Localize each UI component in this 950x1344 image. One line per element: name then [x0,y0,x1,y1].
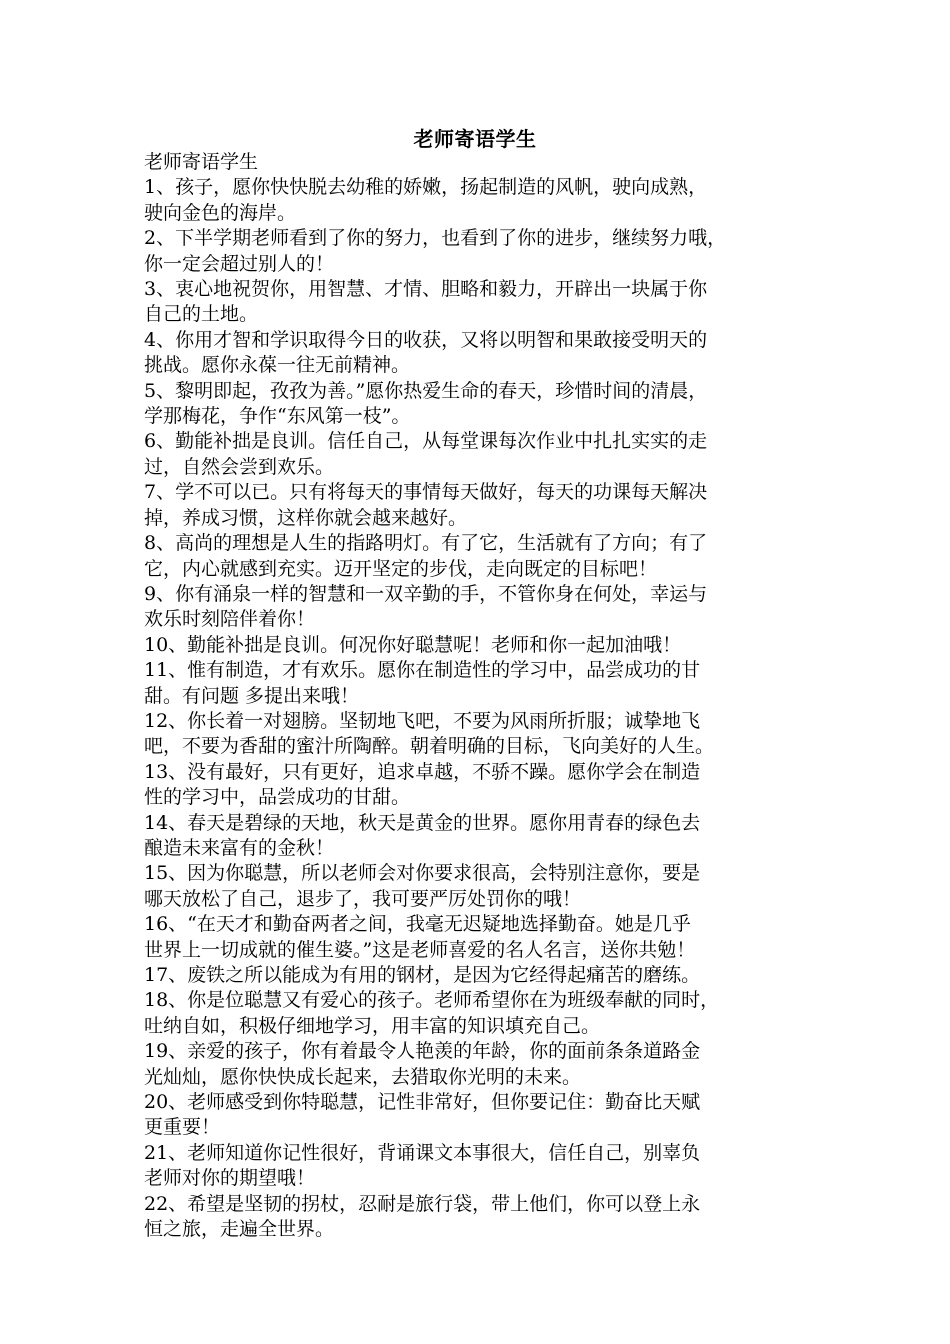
text-line: 驶向金色的海岸。 [144,201,297,224]
text-line: 挑战。愿你永葆一往无前精神。 [144,354,411,377]
text-line: 1、孩子，愿你快快脱去幼稚的娇嫩，扬起制造的风帆，驶向成熟， [144,176,708,199]
text-line: 18、你是位聪慧又有爱心的孩子。老师希望你在为班级奉献的同时， [144,989,720,1012]
text-line: 17、废铁之所以能成为有用的钢材，是因为它经得起痛苦的磨练。 [144,964,701,986]
text-line: 哪天放松了自己，退步了，我可要严厉处罚你的哦！ [144,887,582,910]
text-line: 11、惟有制造，才有欢乐。愿你在制造性的学习中，品尝成功的甘 [144,659,701,682]
text-line: 16、“在天才和勤奋两者之间，我毫无迟疑地选择勤奋。她是几乎 [144,913,691,936]
text-line: 性的学习中，品尝成功的甘甜。 [144,786,411,809]
document-title: 老师寄语学生 [413,127,537,151]
text-line: 它，内心就感到充实。迈开坚定的步伐，走向既定的目标吧！ [144,557,658,580]
text-line: 20、老师感受到你特聪慧，记性非常好，但你要记住：勤奋比天赋 [144,1091,701,1114]
text-line: 欢乐时刻陪伴着你！ [144,608,316,631]
text-line: 掉，养成习惯，这样你就会越来越好。 [144,506,468,529]
text-line: 14、春天是碧绿的天地，秋天是黄金的世界。愿你用青春的绿色去 [144,811,701,834]
text-line: 19、亲爱的孩子，你有着最令人艳羡的年龄，你的面前条条道路金 [144,1040,701,1063]
text-line: 恒之旅，走遍全世界。 [144,1218,335,1241]
text-line: 6、勤能补拙是良训。信任自己，从每堂课每次作业中扎扎实实的走 [144,430,708,453]
text-line: 7、学不可以已。只有将每天的事情每天做好，每天的功课每天解决 [144,481,708,504]
text-line: 甜。有问题 多提出来哦！ [144,684,360,707]
document-body [144,150,814,1242]
text-line: 10、勤能补拙是良训。何况你好聪慧呢！老师和你一起加油哦！ [144,633,682,656]
text-line: 世界上一切成就的催生婆。”这是老师喜爱的名人名言，送你共勉！ [144,938,696,961]
text-line: 12、你长着一对翅膀。坚韧地飞吧，不要为风雨所折服；诚挚地飞 [144,709,701,732]
text-line: 15、因为你聪慧，所以老师会对你要求很高，会特别注意你，要是 [144,862,701,885]
text-line: 吧，不要为香甜的蜜汁所陶醉。朝着明确的目标，飞向美好的人生。 [144,735,715,758]
text-line: 21、老师知道你记性很好，背诵课文本事很大，信任自己，别辜负 [144,1141,701,1164]
text-line: 老师对你的期望哦！ [144,1167,316,1190]
text-line: 22、希望是坚韧的拐杖，忍耐是旅行袋，带上他们，你可以登上永 [144,1192,701,1215]
text-line: 自己的土地。 [144,303,259,326]
text-line: 更重要！ [144,1116,221,1139]
text-line: 5、黎明即起，孜孜为善。”愿你热爱生命的春天，珍惜时间的清晨， [144,379,708,402]
text-line: 过，自然会尝到欢乐。 [144,455,335,478]
text-line: 酿造未来富有的金秋！ [144,836,335,859]
text-line: 13、没有最好，只有更好，追求卓越，不骄不躁。愿你学会在制造 [144,760,701,783]
text-line: 吐纳自如，积极仔细地学习，用丰富的知识填充自己。 [144,1014,601,1037]
text-line: 3、衷心地祝贺你，用智慧、才情、胆略和毅力，开辟出一块属于你 [144,278,708,301]
document-subtitle: 老师寄语学生 [144,151,259,173]
text-line: 9、你有涌泉一样的智慧和一双辛勤的手，不管你身在何处，幸运与 [144,582,708,605]
text-line: 学那梅花，争作“东风第一枝”。 [144,405,411,428]
text-line: 你一定会超过别人的！ [144,252,335,275]
text-line: 4、你用才智和学识取得今日的收获，又将以明智和果敢接受明天的 [144,328,708,351]
text-line: 2、下半学期老师看到了你的努力，也看到了你的进步，继续努力哦， [144,227,727,250]
text-line: 8、高尚的理想是人生的指路明灯。有了它，生活就有了方向；有了 [144,532,708,555]
text-line: 光灿灿，愿你快快成长起来，去猎取你光明的未来。 [144,1065,582,1088]
